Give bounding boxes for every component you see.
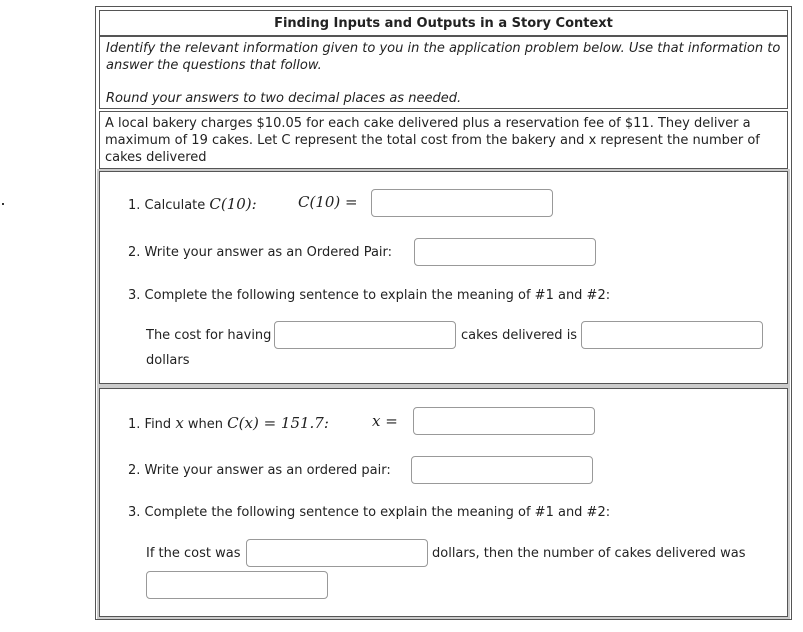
part2-x-input[interactable]	[413, 407, 595, 435]
part1-q3: 3. Complete the following sentence to explain the meaning of #1 and #2:	[128, 288, 611, 303]
part2-q2: 2. Write your answer as an ordered pair:	[128, 463, 391, 478]
part1-q2: 2. Write your answer as an Ordered Pair:	[128, 245, 393, 260]
part2-cost-input[interactable]	[246, 539, 428, 567]
story-context: A local bakery charges $10.05 for each cake delivered plus a reservation fee of $11. They deliver a maximum of 19 cakes. Let C represent the total cost from the bakery and x represent the number of cakes delivered	[99, 111, 788, 169]
instructions	[99, 36, 788, 109]
part2-answer-label: x =	[372, 412, 398, 430]
part2-q1: 1. Find x when C(x) = 151.7:	[128, 414, 329, 432]
rounding-note: Round your answers to two decimal places as needed.	[106, 91, 462, 106]
part1-q1-math: C(10):	[209, 195, 257, 213]
part2-sentence-b: dollars, then the number of cakes delivered was	[432, 546, 746, 561]
part1-ordered-pair-input[interactable]	[414, 238, 596, 266]
part2-section	[97, 386, 790, 619]
problem-container	[95, 6, 792, 620]
problem-title: Finding Inputs and Outputs in a Story Context	[99, 10, 788, 36]
part2-ordered-pair-input[interactable]	[411, 456, 593, 484]
part1-sentence-a: The cost for having	[146, 328, 272, 343]
part1-section	[97, 169, 790, 386]
part2-sentence-a: If the cost was	[146, 546, 241, 561]
part1-sentence-b: cakes delivered is	[461, 328, 578, 343]
part1-cost-input[interactable]	[581, 321, 763, 349]
part2-cakes-input[interactable]	[146, 571, 328, 599]
part1-sentence-c: dollars	[146, 353, 190, 368]
part1-cakes-input[interactable]	[274, 321, 456, 349]
part1-q1: 1. Calculate C(10):	[128, 195, 257, 213]
part1-answer-label: C(10) =	[298, 193, 358, 211]
part1-c10-input[interactable]	[371, 189, 553, 217]
part2-q3: 3. Complete the following sentence to explain the meaning of #1 and #2:	[128, 505, 611, 520]
part2-q1-math: C(x) = 151.7:	[227, 414, 329, 432]
instruction-text: Identify the relevant information given to you in the application problem below. Use that information to answer the questions that follow.	[106, 41, 781, 73]
stray-dot	[2, 203, 4, 205]
